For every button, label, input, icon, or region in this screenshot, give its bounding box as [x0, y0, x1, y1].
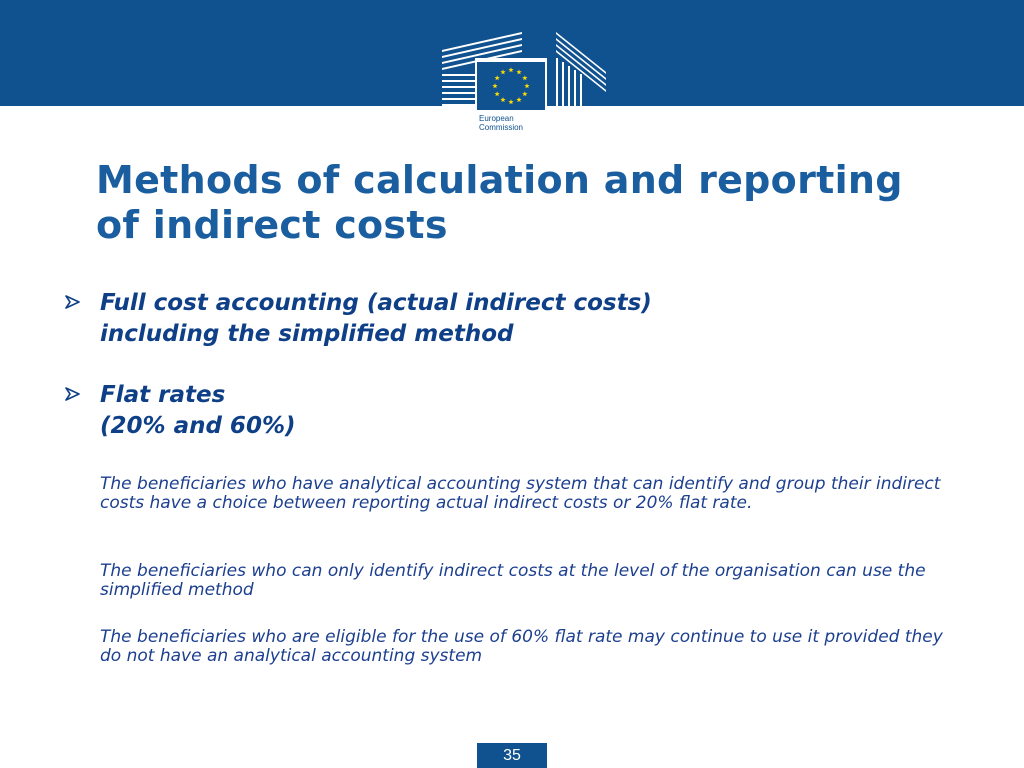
logo-text-commission: Commission	[479, 123, 524, 132]
bullet-item	[64, 288, 964, 350]
arrow-bullet-icon	[64, 294, 80, 310]
building-right-icon	[556, 32, 606, 106]
paragraph: The beneficiaries who have analytical accounting system that can identify and group their indirect costs have a choice between reporting actual indirect costs or 20% flat rate.	[100, 474, 941, 513]
page-number: 35	[477, 743, 547, 768]
arrow-bullet-icon	[64, 386, 80, 402]
page-title	[96, 158, 976, 248]
title-line-1: Methods of calculation and reporting	[96, 158, 903, 202]
logo-text-european: European	[479, 114, 514, 123]
paragraph: The beneficiaries who can only identify indirect costs at the level of the organisation can use the simplified method	[100, 561, 926, 600]
title-line-2: of indirect costs	[96, 203, 448, 247]
bullet-text-line-1: Flat rates	[100, 382, 226, 408]
european-commission-logo	[440, 28, 608, 146]
bullet-text-line-2: (20% and 60%)	[100, 413, 296, 439]
bullet-text-line-1: Full cost accounting (actual indirect costs)	[100, 290, 652, 316]
logo-graphic	[440, 28, 608, 146]
bullet-text-line-2: including the simplified method	[100, 321, 514, 347]
paragraph: The beneficiaries who are eligible for the use of 60% flat rate may continue to use it provided they do not have an analytical accounting system	[100, 627, 943, 666]
bullet-item	[64, 380, 964, 442]
